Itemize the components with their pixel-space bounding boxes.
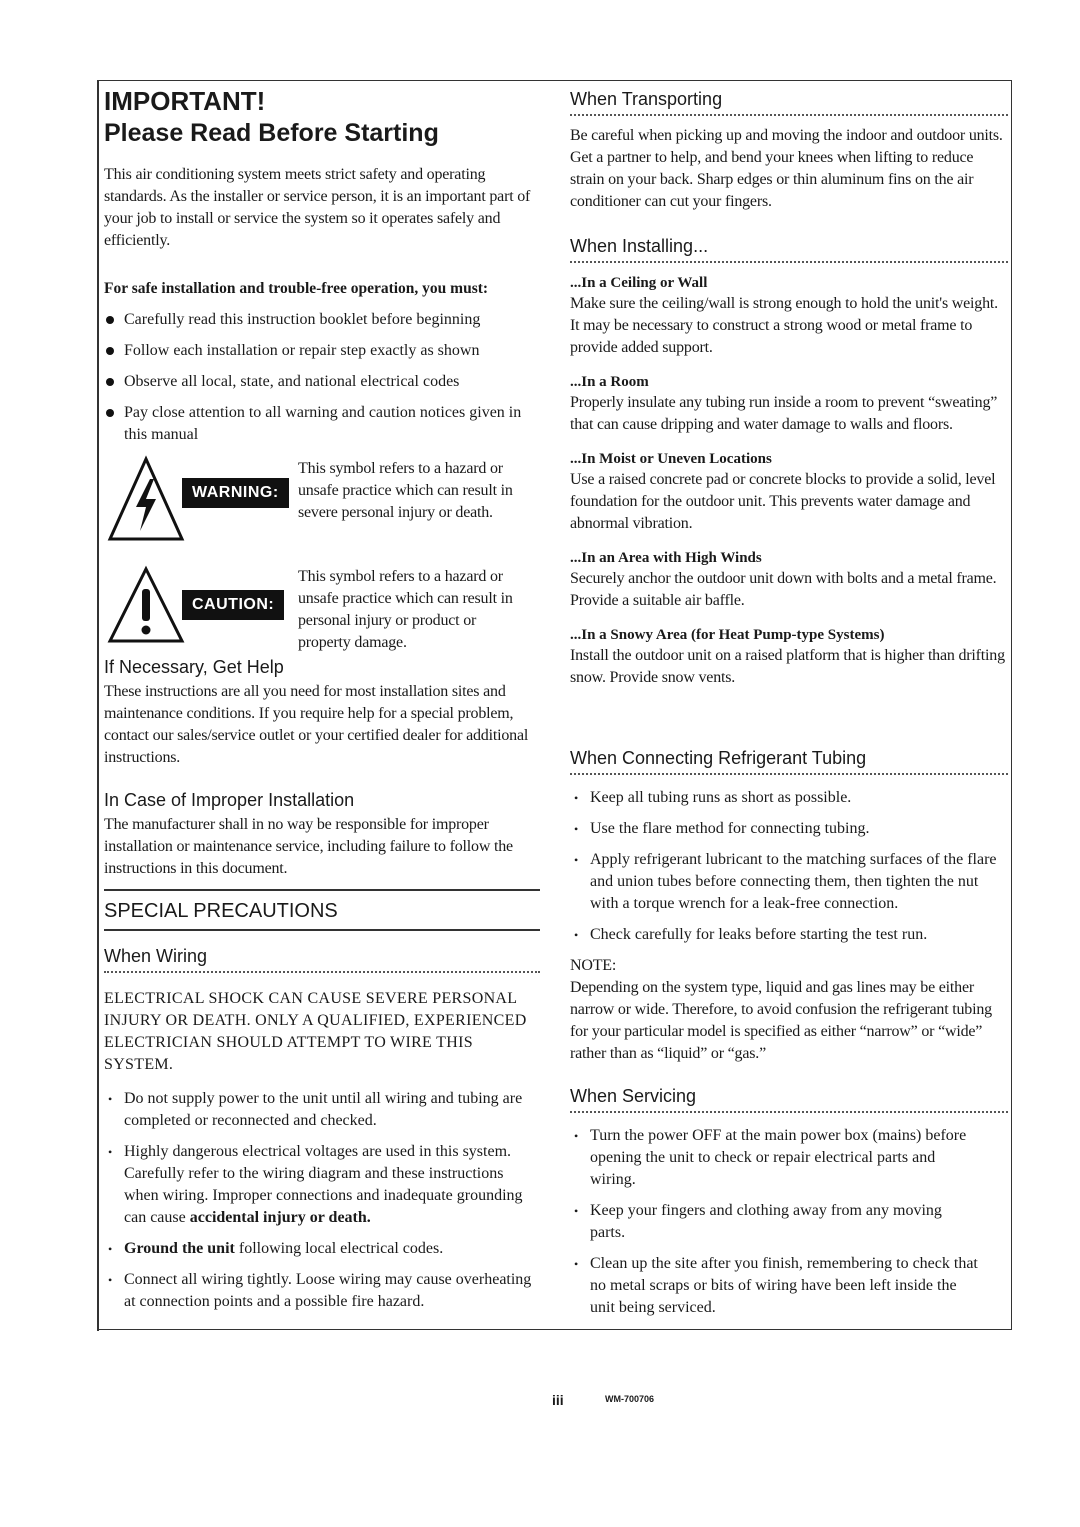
installing-heading: When Installing... xyxy=(570,236,1008,263)
help-text: These instructions are all you need for most installation sites and maintenance conditions. If you require help for a special problem, contact our sales/service outlet or your certified dealer for additional instructions. xyxy=(104,683,529,766)
list-item: • Do not supply power to the unit until all wiring and tubing are completed or reconnected and checked. xyxy=(104,1088,540,1132)
important-header xyxy=(104,86,544,148)
list-item: Follow each installation or repair step exactly as shown xyxy=(104,340,544,362)
body-text: Properly insulate any tubing run inside a room to prevent “sweating” that can cause dripping and water damage to walls and floors. xyxy=(570,394,998,433)
list-item: Pay close attention to all warning and caution notices given in this manual xyxy=(104,402,524,446)
subheading: ...In an Area with High Winds xyxy=(570,550,762,566)
servicing-heading: When Servicing xyxy=(570,1086,1008,1113)
servicing-list xyxy=(570,1125,980,1319)
body-text: Install the outdoor unit on a raised platform that is higher than drifting snow. Provide snow vents. xyxy=(570,647,1005,686)
caution-label: CAUTION: xyxy=(182,590,284,620)
caution-symbol xyxy=(106,565,186,650)
subheading: ...In Moist or Uneven Locations xyxy=(570,451,772,467)
transporting-heading: When Transporting xyxy=(570,89,1008,116)
page-number: iii xyxy=(552,1392,564,1408)
divider xyxy=(104,929,540,931)
caution-text: This symbol refers to a hazard or unsafe practice which can result in personal injury or product or property damage. xyxy=(298,568,513,651)
divider xyxy=(104,889,540,891)
special-precautions-heading: SPECIAL PRECAUTIONS xyxy=(104,900,338,922)
body-text: Securely anchor the outdoor unit down with bolts and a metal frame. Provide a suitable air baffle. xyxy=(570,570,997,609)
important-label: IMPORTANT! xyxy=(104,86,266,116)
list-item-emphasis: Ground the unit xyxy=(124,1240,235,1257)
electric-hazard-icon xyxy=(106,455,186,545)
list-item: • Turn the power OFF at the main power box (mains) before opening the unit to check or repair electrical parts and wiring. xyxy=(570,1125,980,1191)
list-item: • Keep all tubing runs as short as possible. xyxy=(570,787,1008,809)
body-text: Make sure the ceiling/wall is strong enough to hold the unit's weight. It may be necessary to construct a strong wood or metal frame to provide added support. xyxy=(570,295,998,356)
list-item: Carefully read this instruction booklet before beginning xyxy=(104,309,544,331)
wiring-list xyxy=(104,1088,540,1313)
subheading: ...In a Ceiling or Wall xyxy=(570,275,708,291)
list-item: • Connect all wiring tightly. Loose wiring may cause overheating at connection points and a possible fire hazard. xyxy=(104,1269,540,1313)
install-ceiling xyxy=(570,273,1008,359)
list-item: • Apply refrigerant lubricant to the matching surfaces of the flare and union tubes before connecting them, then tighten the nut with a torque wrench for a leak-free connection. xyxy=(570,849,1008,915)
note-label: NOTE: xyxy=(570,957,617,974)
list-item-emphasis: accidental injury or death. xyxy=(189,1209,371,1226)
warning-label: WARNING: xyxy=(182,478,289,508)
list-item: • Keep your fingers and clothing away from any moving parts. xyxy=(570,1200,980,1244)
tubing-heading: When Connecting Refrigerant Tubing xyxy=(570,748,1008,775)
wiring-warning-caps: ELECTRICAL SHOCK CAN CAUSE SEVERE PERSONAL INJURY OR DEATH. ONLY A QUALIFIED, EXPERIENCED ELECTRICIAN SHOULD ATTEMPT TO WIRE THIS SYSTEM. xyxy=(104,990,527,1073)
install-snowy xyxy=(570,625,1008,689)
intro-text: This air conditioning system meets strict safety and operating standards. As the installer or service person, it is an important part of your job to install or service the system so it operates safely and efficiently. xyxy=(104,166,531,249)
warning-text: This symbol refers to a hazard or unsafe practice which can result in severe personal injury or death. xyxy=(298,460,513,521)
transporting-text: Be careful when picking up and moving the indoor and outdoor units. Get a partner to help, and bend your knees when lifting to reduce strain on your back. Sharp edges or thin aluminum fins on the air conditioner can cut your fingers. xyxy=(570,127,1003,210)
subheading: ...In a Room xyxy=(570,374,649,390)
list-item: • Clean up the site after you finish, remembering to check that no metal scraps or bits of wiring have been left inside the unit being serviced. xyxy=(570,1253,980,1319)
install-winds xyxy=(570,548,1008,612)
must-heading: For safe installation and trouble-free operation, you must: xyxy=(104,280,489,297)
list-item xyxy=(104,1141,540,1229)
list-item: • Use the flare method for connecting tubing. xyxy=(570,818,1008,840)
note-text: Depending on the system type, liquid and gas lines may be either narrow or wide. Therefore, to avoid confusion the refrigerant tubing for your particular model is specified as either “narrow” or “wide” rather than as “liquid” or “gas.” xyxy=(570,979,992,1062)
list-item-text: following local electrical codes. xyxy=(234,1240,444,1257)
body-text: Use a raised concrete pad or concrete blocks to provide a solid, level foundation for the outdoor unit. This prevents water damage and abnormal vibration. xyxy=(570,471,996,532)
list-item: Observe all local, state, and national electrical codes xyxy=(104,371,544,393)
improper-text: The manufacturer shall in no way be responsible for improper installation or maintenance service, including failure to follow the instructions in this document. xyxy=(104,816,513,877)
page-title: Please Read Before Starting xyxy=(104,119,439,147)
warning-symbol xyxy=(106,455,186,550)
subheading: ...In a Snowy Area (for Heat Pump-type Systems) xyxy=(570,627,885,643)
improper-heading: In Case of Improper Installation xyxy=(104,790,355,810)
install-room xyxy=(570,372,1008,436)
list-item: • Check carefully for leaks before starting the test run. xyxy=(570,924,1008,946)
wiring-heading: When Wiring xyxy=(104,946,540,973)
list-item-text: Highly dangerous electrical voltages are used in this system. Carefully refer to the wiring diagram and these instructions when wiring. Improper connections and inadequate grounding can cause xyxy=(124,1143,523,1226)
install-moist xyxy=(570,449,1008,535)
exclamation-triangle-icon xyxy=(106,565,186,645)
list-item xyxy=(104,1238,540,1260)
help-heading: If Necessary, Get Help xyxy=(104,657,284,677)
document-code: WM-700706 xyxy=(605,1394,655,1404)
must-list xyxy=(104,309,544,446)
tubing-list xyxy=(570,787,1008,946)
